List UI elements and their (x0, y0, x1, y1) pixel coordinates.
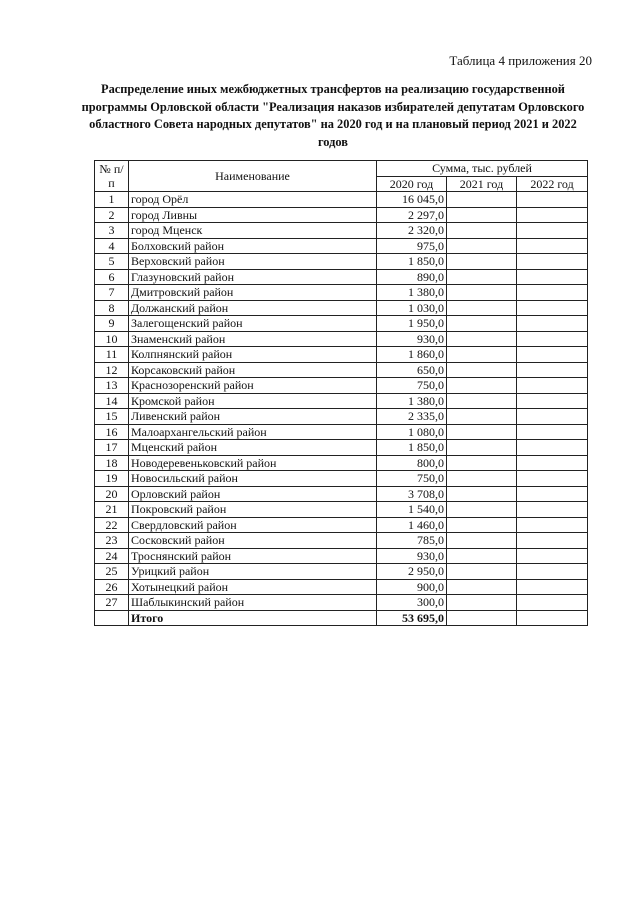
row-number: 18 (95, 455, 129, 471)
row-number: 7 (95, 285, 129, 301)
row-value-2021 (447, 269, 517, 285)
row-name: Дмитровский район (129, 285, 377, 301)
row-value-2021 (447, 533, 517, 549)
table-header (95, 161, 588, 192)
row-number: 19 (95, 471, 129, 487)
table-row (95, 517, 588, 533)
row-value-2022 (517, 455, 588, 471)
table-row (95, 378, 588, 394)
row-number: 3 (95, 223, 129, 239)
row-number: 11 (95, 347, 129, 363)
row-number: 25 (95, 564, 129, 580)
row-number: 4 (95, 238, 129, 254)
row-value-2021 (447, 486, 517, 502)
row-value-2020: 2 320,0 (377, 223, 447, 239)
row-name: Мценский район (129, 440, 377, 456)
row-number: 24 (95, 548, 129, 564)
header-name: Наименование (129, 161, 377, 192)
row-number: 12 (95, 362, 129, 378)
annex-label: Таблица 4 приложения 20 (449, 53, 592, 68)
row-value-2020: 1 080,0 (377, 424, 447, 440)
row-value-2020: 1 460,0 (377, 517, 447, 533)
row-value-2021 (447, 300, 517, 316)
row-value-2020: 890,0 (377, 269, 447, 285)
row-name: Орловский район (129, 486, 377, 502)
row-name: Знаменский район (129, 331, 377, 347)
row-value-2020: 3 708,0 (377, 486, 447, 502)
row-value-2020: 750,0 (377, 471, 447, 487)
total-value-2022 (517, 610, 588, 626)
header-year-2022: 2022 год (517, 176, 588, 192)
row-value-2022 (517, 238, 588, 254)
row-name: Новосильский район (129, 471, 377, 487)
row-number: 5 (95, 254, 129, 270)
row-value-2020: 1 380,0 (377, 285, 447, 301)
table-row (95, 347, 588, 363)
row-name: Покровский район (129, 502, 377, 518)
row-number: 20 (95, 486, 129, 502)
table-row (95, 192, 588, 208)
row-value-2022 (517, 192, 588, 208)
header-number-label: № п/п (99, 162, 124, 190)
row-value-2021 (447, 331, 517, 347)
row-name: Ливенский район (129, 409, 377, 425)
row-value-2021 (447, 440, 517, 456)
row-name: Краснозоренский район (129, 378, 377, 394)
row-name: Сосковский район (129, 533, 377, 549)
row-value-2021 (447, 316, 517, 332)
row-value-2022 (517, 331, 588, 347)
total-number (95, 610, 129, 626)
row-value-2020: 1 850,0 (377, 440, 447, 456)
row-value-2022 (517, 378, 588, 394)
row-value-2021 (447, 502, 517, 518)
row-name: Корсаковский район (129, 362, 377, 378)
table-row (95, 285, 588, 301)
table-row (95, 393, 588, 409)
row-number: 15 (95, 409, 129, 425)
row-value-2022 (517, 595, 588, 611)
table-row (95, 300, 588, 316)
row-value-2022 (517, 300, 588, 316)
row-name: Верховский район (129, 254, 377, 270)
row-name: Новодеревеньковский район (129, 455, 377, 471)
row-value-2020: 930,0 (377, 548, 447, 564)
row-value-2020: 900,0 (377, 579, 447, 595)
row-value-2021 (447, 378, 517, 394)
table-row (95, 502, 588, 518)
table-row (95, 579, 588, 595)
row-value-2020: 1 860,0 (377, 347, 447, 363)
header-year-2021: 2021 год (447, 176, 517, 192)
row-value-2021 (447, 192, 517, 208)
row-number: 10 (95, 331, 129, 347)
table-row (95, 238, 588, 254)
row-value-2021 (447, 595, 517, 611)
table-body (95, 192, 588, 626)
table-row (95, 471, 588, 487)
table-row (95, 440, 588, 456)
row-value-2022 (517, 285, 588, 301)
table-row (95, 316, 588, 332)
row-name: Должанский район (129, 300, 377, 316)
row-name: Глазуновский район (129, 269, 377, 285)
row-value-2021 (447, 285, 517, 301)
row-value-2020: 785,0 (377, 533, 447, 549)
row-name: Троснянский район (129, 548, 377, 564)
row-value-2020: 800,0 (377, 455, 447, 471)
row-value-2020: 1 030,0 (377, 300, 447, 316)
row-value-2022 (517, 548, 588, 564)
table-row (95, 533, 588, 549)
row-value-2022 (517, 579, 588, 595)
row-value-2021 (447, 362, 517, 378)
row-value-2021 (447, 424, 517, 440)
total-row (95, 610, 588, 626)
row-number: 9 (95, 316, 129, 332)
total-value-2021 (447, 610, 517, 626)
row-number: 2 (95, 207, 129, 223)
row-value-2020: 750,0 (377, 378, 447, 394)
row-value-2021 (447, 254, 517, 270)
row-value-2020: 930,0 (377, 331, 447, 347)
row-value-2021 (447, 207, 517, 223)
row-name: Урицкий район (129, 564, 377, 580)
table-row (95, 331, 588, 347)
row-value-2022 (517, 254, 588, 270)
row-value-2021 (447, 548, 517, 564)
row-value-2021 (447, 517, 517, 533)
table-row (95, 223, 588, 239)
row-value-2020: 650,0 (377, 362, 447, 378)
row-value-2020: 1 850,0 (377, 254, 447, 270)
row-value-2022 (517, 316, 588, 332)
row-name: Хотынецкий район (129, 579, 377, 595)
header-sum: Сумма, тыс. рублей (377, 161, 588, 177)
table-row (95, 269, 588, 285)
row-number: 27 (95, 595, 129, 611)
row-name: Шаблыкинский район (129, 595, 377, 611)
row-value-2022 (517, 502, 588, 518)
table-row (95, 548, 588, 564)
row-number: 8 (95, 300, 129, 316)
row-value-2020: 1 950,0 (377, 316, 447, 332)
row-value-2022 (517, 393, 588, 409)
row-value-2021 (447, 564, 517, 580)
table-row (95, 207, 588, 223)
total-value-2020: 53 695,0 (377, 610, 447, 626)
row-number: 17 (95, 440, 129, 456)
row-number: 21 (95, 502, 129, 518)
document-title: Распределение иных межбюджетных трансфертов на реализацию государственной программы Орловской области "Реализация наказов избирателей депутатам Орловского областного Совета народных депутатов" на 2020 год и на плановый период 2021 и 2022 годов (81, 82, 585, 149)
row-value-2022 (517, 440, 588, 456)
row-number: 22 (95, 517, 129, 533)
row-value-2022 (517, 409, 588, 425)
total-label: Итого (129, 610, 377, 626)
header-year-2020: 2020 год (377, 176, 447, 192)
row-number: 23 (95, 533, 129, 549)
row-number: 14 (95, 393, 129, 409)
row-value-2021 (447, 409, 517, 425)
row-name: город Ливны (129, 207, 377, 223)
row-value-2021 (447, 455, 517, 471)
row-name: Залегощенский район (129, 316, 377, 332)
row-value-2020: 300,0 (377, 595, 447, 611)
row-name: Кромской район (129, 393, 377, 409)
row-name: Колпнянский район (129, 347, 377, 363)
table-row (95, 254, 588, 270)
row-value-2022 (517, 269, 588, 285)
table-row (95, 564, 588, 580)
transfers-table (94, 160, 588, 626)
row-value-2022 (517, 347, 588, 363)
row-number: 26 (95, 579, 129, 595)
row-name: город Орёл (129, 192, 377, 208)
row-value-2022 (517, 424, 588, 440)
row-value-2022 (517, 517, 588, 533)
row-value-2022 (517, 223, 588, 239)
row-value-2021 (447, 579, 517, 595)
row-name: город Мценск (129, 223, 377, 239)
row-value-2022 (517, 207, 588, 223)
row-value-2020: 975,0 (377, 238, 447, 254)
row-value-2021 (447, 471, 517, 487)
row-value-2021 (447, 393, 517, 409)
header-number (95, 161, 129, 192)
row-value-2022 (517, 471, 588, 487)
row-value-2022 (517, 362, 588, 378)
row-value-2022 (517, 486, 588, 502)
row-value-2022 (517, 533, 588, 549)
row-number: 6 (95, 269, 129, 285)
row-number: 1 (95, 192, 129, 208)
table-row (95, 486, 588, 502)
row-name: Свердловский район (129, 517, 377, 533)
table-row (95, 595, 588, 611)
row-value-2020: 16 045,0 (377, 192, 447, 208)
row-name: Малоархангельский район (129, 424, 377, 440)
row-value-2021 (447, 238, 517, 254)
row-value-2022 (517, 564, 588, 580)
row-value-2020: 2 335,0 (377, 409, 447, 425)
row-number: 13 (95, 378, 129, 394)
row-name: Болховский район (129, 238, 377, 254)
row-value-2020: 2 950,0 (377, 564, 447, 580)
table-row (95, 455, 588, 471)
row-value-2021 (447, 347, 517, 363)
row-value-2020: 1 540,0 (377, 502, 447, 518)
row-number: 16 (95, 424, 129, 440)
row-value-2021 (447, 223, 517, 239)
table-row (95, 409, 588, 425)
row-value-2020: 2 297,0 (377, 207, 447, 223)
row-value-2020: 1 380,0 (377, 393, 447, 409)
table-row (95, 362, 588, 378)
table-row (95, 424, 588, 440)
